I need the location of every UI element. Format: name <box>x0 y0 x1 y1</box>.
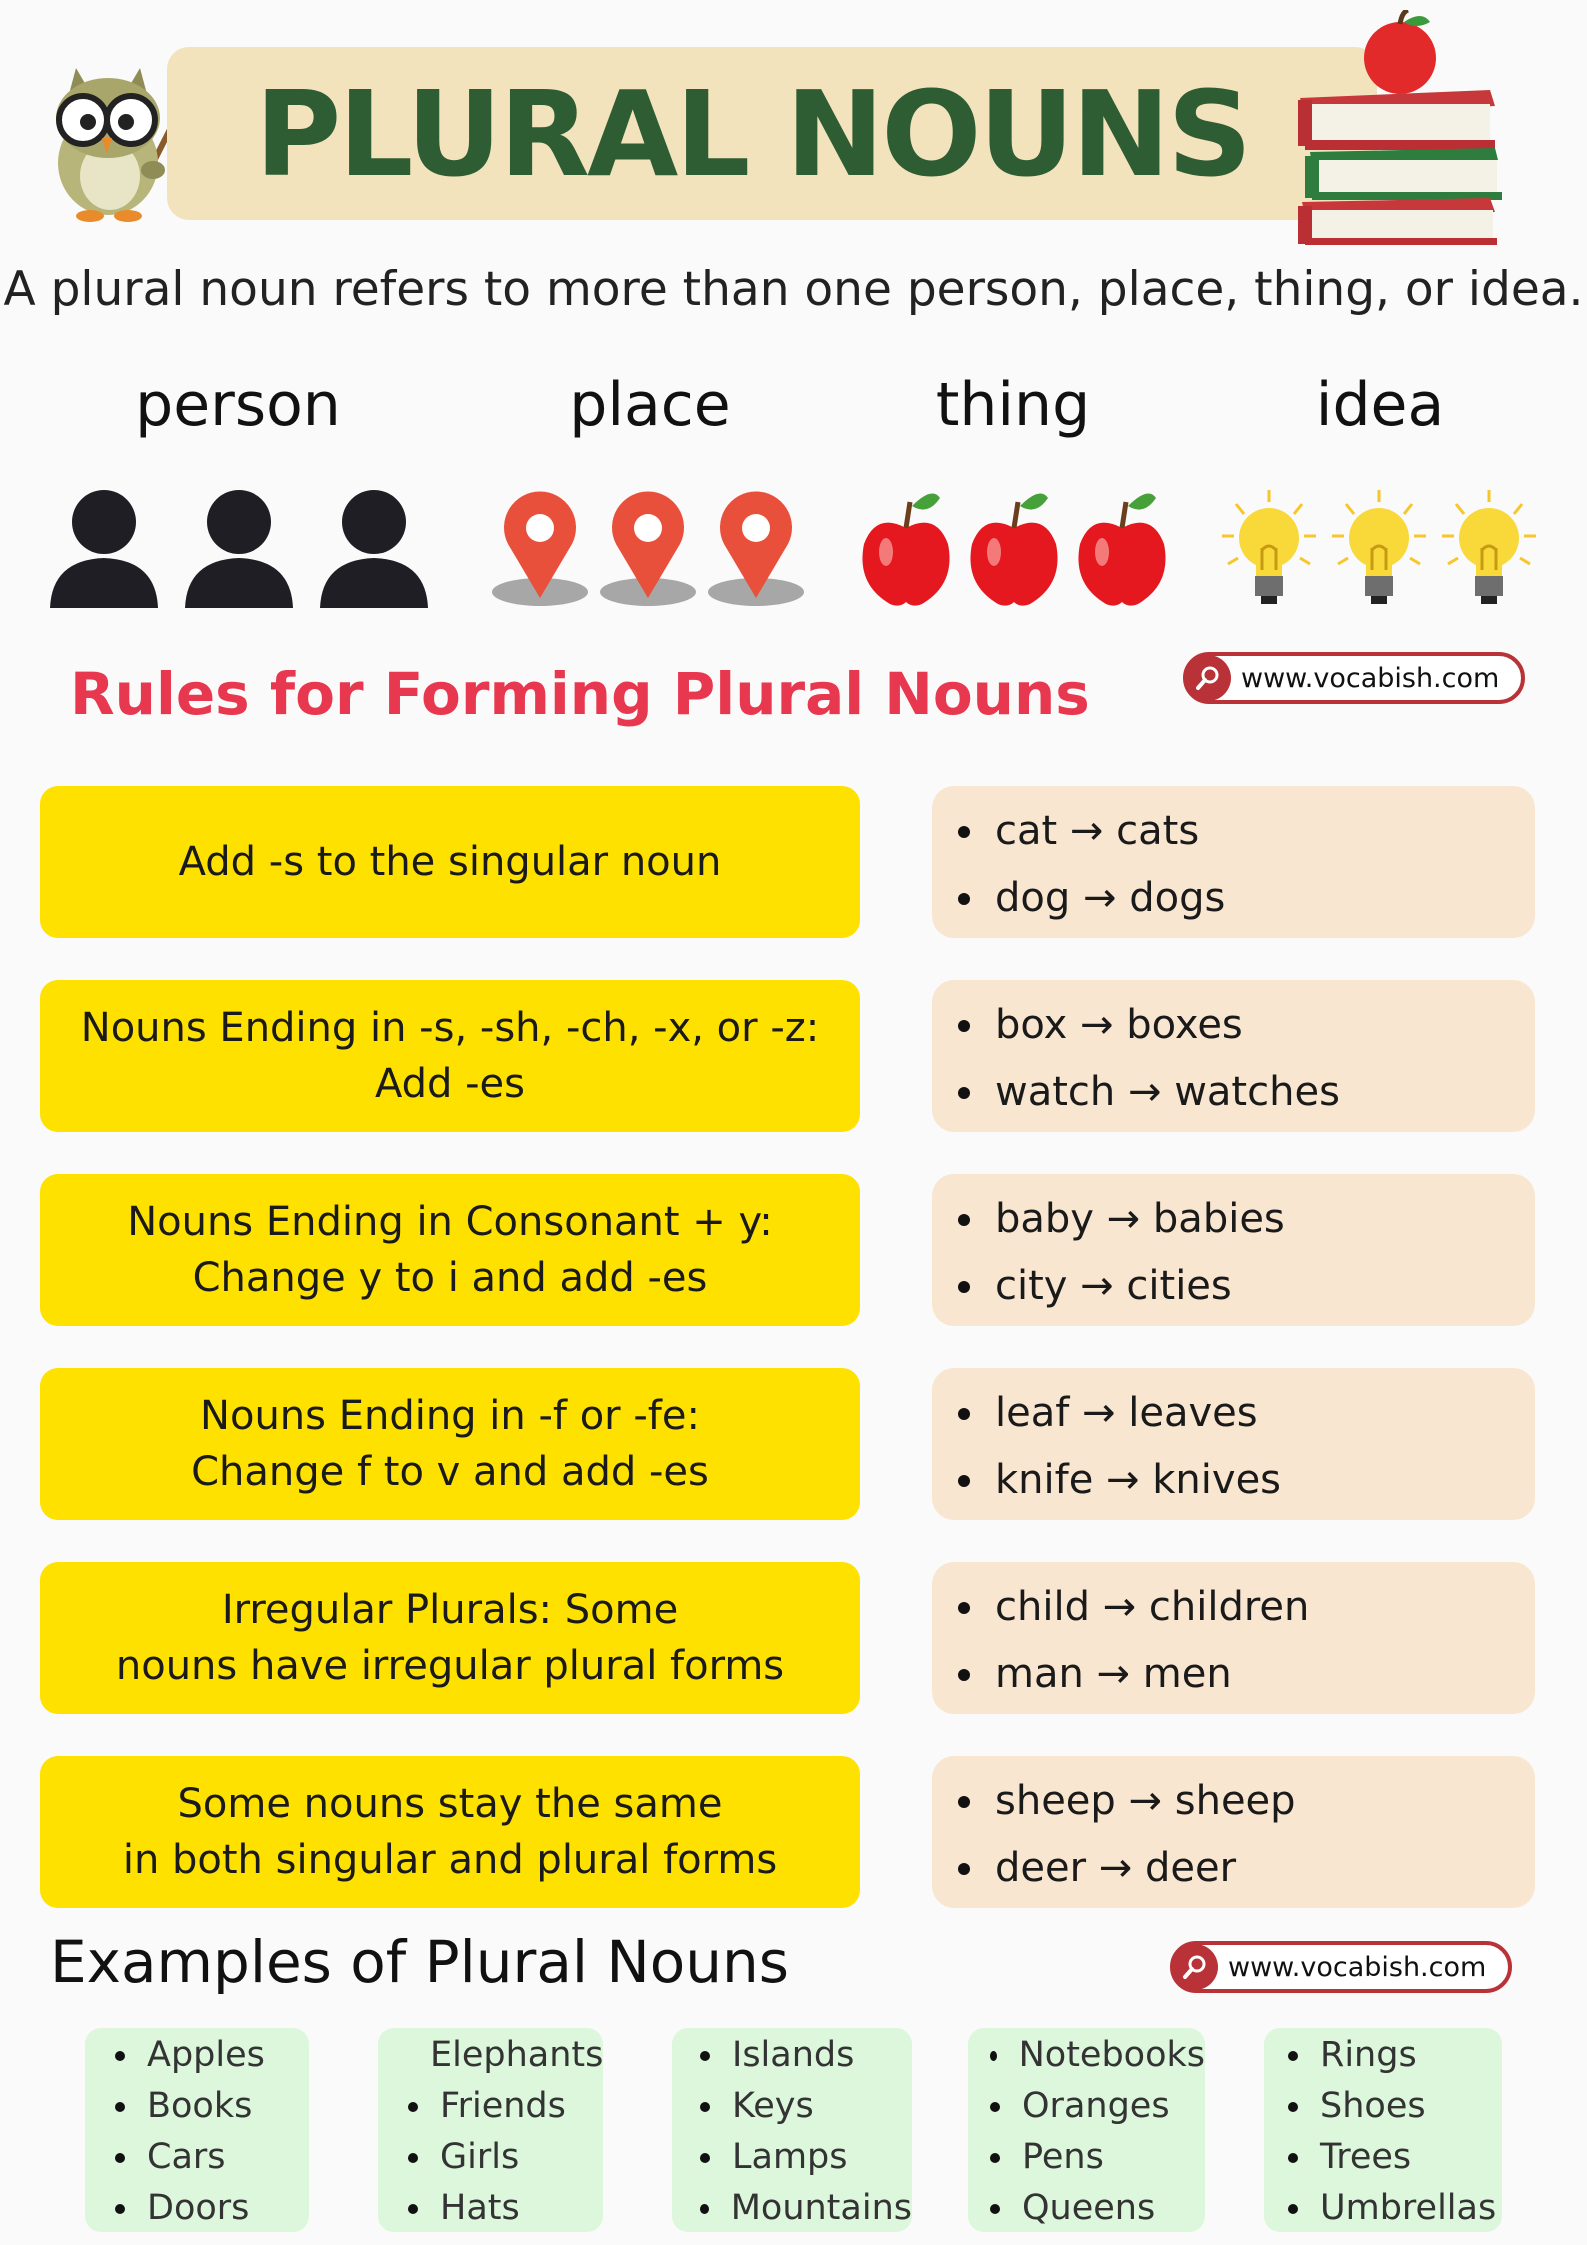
person-icon <box>183 488 295 610</box>
rule-box <box>40 1174 860 1326</box>
light-bulb-icon-group <box>1218 488 1540 610</box>
list-item: Elephants <box>408 2030 603 2081</box>
rule-text: Add -es <box>374 1061 526 1107</box>
rule-example: man → men <box>958 1641 1535 1708</box>
list-item: Keys <box>700 2081 912 2132</box>
rule-text: Change y to i and add -es <box>192 1255 708 1301</box>
person-icon <box>48 488 160 610</box>
title-banner <box>167 47 1377 220</box>
intro-text: A plural noun refers to more than one person, place, thing, or idea. <box>3 262 1584 317</box>
rule-box <box>40 1562 860 1714</box>
rule-example: city → cities <box>958 1253 1535 1320</box>
list-item: Oranges <box>990 2081 1205 2132</box>
rule-examples-box <box>932 1174 1535 1326</box>
rule-examples-box <box>932 1756 1535 1908</box>
rule-examples-box <box>932 786 1535 938</box>
search-icon <box>1185 655 1231 701</box>
example-list <box>1264 2028 1502 2232</box>
website-link[interactable] <box>1170 1941 1512 1993</box>
rules-heading: Rules for Forming Plural Nouns <box>70 660 1090 728</box>
books-apple-icon <box>1290 10 1505 245</box>
rule-text: Nouns Ending in -f or -fe: <box>200 1393 700 1439</box>
category-label-thing: thing <box>935 370 1091 440</box>
rule-examples-box <box>932 1368 1535 1520</box>
category-label-person: person <box>135 370 341 440</box>
page-title: PLURAL NOUNS <box>254 64 1250 203</box>
map-pin-icon <box>598 488 698 610</box>
rule-example: box → boxes <box>958 992 1535 1059</box>
light-bulb-icon <box>1438 488 1540 610</box>
list-item: Books <box>115 2081 309 2132</box>
example-list <box>378 2028 603 2232</box>
rule-example: sheep → sheep <box>958 1768 1535 1835</box>
rule-examples-box <box>932 1562 1535 1714</box>
website-link[interactable] <box>1183 652 1525 704</box>
rule-example: cat → cats <box>958 798 1535 865</box>
list-item: Pens <box>990 2132 1205 2183</box>
list-item: Doors <box>115 2183 309 2234</box>
rule-box <box>40 980 860 1132</box>
rule-text: nouns have irregular plural forms <box>115 1643 785 1689</box>
list-item: Apples <box>115 2030 309 2081</box>
rule-examples-box <box>932 980 1535 1132</box>
rule-example: knife → knives <box>958 1447 1535 1514</box>
map-pin-icon <box>706 488 806 610</box>
rule-text: Nouns Ending in -s, -sh, -ch, -x, or -z: <box>80 1005 820 1051</box>
list-item: Queens <box>990 2183 1205 2234</box>
list-item: Mountains <box>700 2183 912 2234</box>
list-item: Trees <box>1288 2132 1502 2183</box>
rule-example: deer → deer <box>958 1835 1535 1902</box>
list-item: Islands <box>700 2030 912 2081</box>
rule-box <box>40 1756 860 1908</box>
light-bulb-icon <box>1328 488 1430 610</box>
example-list <box>968 2028 1205 2232</box>
rule-text: Nouns Ending in Consonant + y: <box>127 1199 773 1245</box>
person-icon <box>318 488 430 610</box>
apple-icon <box>964 488 1064 610</box>
rule-example: dog → dogs <box>958 865 1535 932</box>
rule-text: Irregular Plurals: Some <box>221 1587 679 1633</box>
apple-icon <box>856 488 956 610</box>
person-icon-group <box>48 488 430 610</box>
rule-text: Some nouns stay the same <box>177 1781 723 1827</box>
list-item: Notebooks <box>990 2030 1205 2081</box>
search-icon <box>1172 1944 1218 1990</box>
list-item: Shoes <box>1288 2081 1502 2132</box>
website-url: www.vocabish.com <box>1241 662 1500 694</box>
example-list <box>85 2028 309 2232</box>
rule-box <box>40 1368 860 1520</box>
rule-example: watch → watches <box>958 1059 1535 1126</box>
rule-text: Add -s to the singular noun <box>178 839 722 885</box>
rule-example: child → children <box>958 1574 1535 1641</box>
example-list <box>672 2028 912 2232</box>
rule-example: baby → babies <box>958 1186 1535 1253</box>
category-label-place: place <box>569 370 731 440</box>
rule-example: leaf → leaves <box>958 1380 1535 1447</box>
list-item: Rings <box>1288 2030 1502 2081</box>
list-item: Cars <box>115 2132 309 2183</box>
map-pin-icon <box>490 488 590 610</box>
rule-box <box>40 786 860 938</box>
map-pin-icon-group <box>490 488 806 610</box>
rule-text: in both singular and plural forms <box>122 1837 778 1883</box>
apple-icon <box>1072 488 1172 610</box>
rule-text: Change f to v and add -es <box>191 1449 709 1495</box>
list-item: Girls <box>408 2132 603 2183</box>
list-item: Lamps <box>700 2132 912 2183</box>
list-item: Friends <box>408 2081 603 2132</box>
list-item: Hats <box>408 2183 603 2234</box>
list-item: Umbrellas <box>1288 2183 1502 2234</box>
category-label-idea: idea <box>1315 370 1445 440</box>
apple-icon-group <box>856 488 1172 610</box>
light-bulb-icon <box>1218 488 1320 610</box>
examples-heading: Examples of Plural Nouns <box>50 1928 790 1996</box>
website-url: www.vocabish.com <box>1228 1951 1487 1983</box>
